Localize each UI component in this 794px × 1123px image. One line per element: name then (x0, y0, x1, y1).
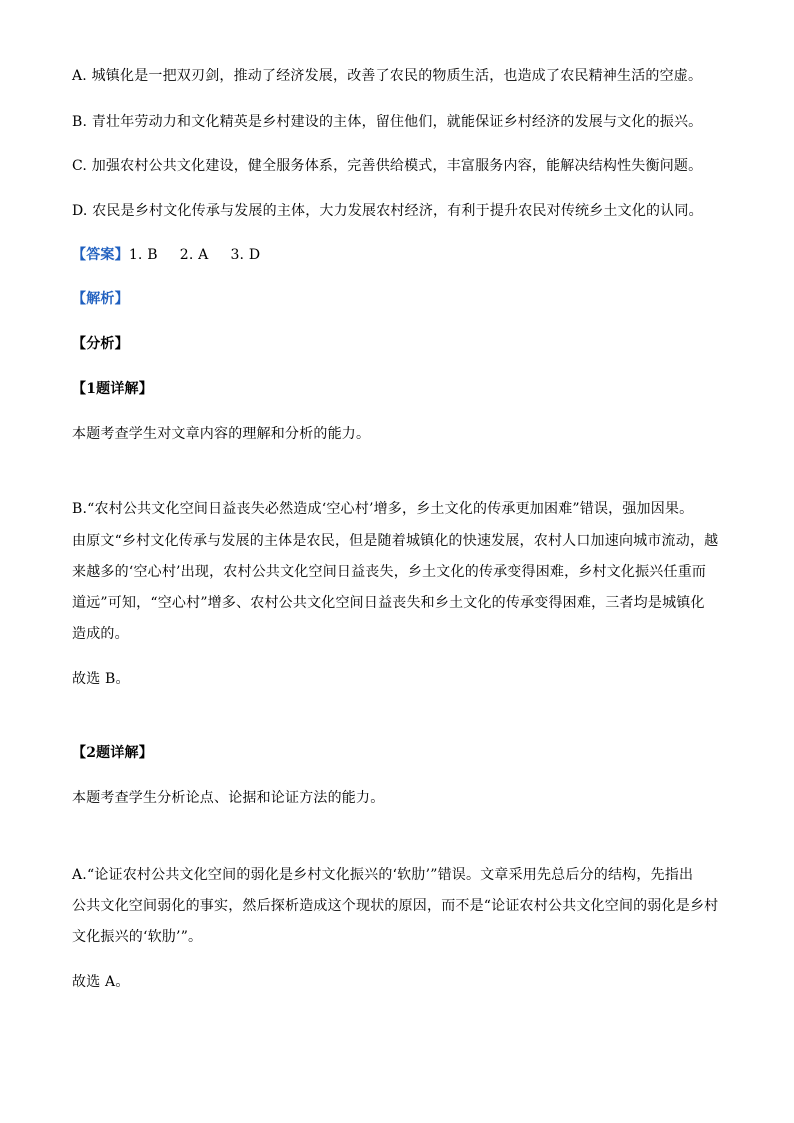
q2-body-line: 公共文化空间弱化的事实，然后探析造成这个现状的原因，而不是“论证农村公共文化空间的弱化是乡村 (72, 898, 719, 914)
answer-item-1: 1. B (128, 247, 158, 263)
q1-body-line: 道远”可知，“空心村”增多、农村公共文化空间日益丧失和乡土文化的传承变得困难，三者均是城镇化 (72, 595, 705, 611)
answer-item-2: 2. A (179, 247, 209, 263)
answer-line (72, 246, 260, 264)
q2-heading: 【2题详解】 (72, 745, 153, 761)
option-c: C. 加强农村公共文化建设，健全服务体系，完善供给模式，丰富服务内容，能解决结构性失衡问题。 (72, 158, 703, 174)
q1-body-line: 由原文“乡村文化传承与发展的主体是农民，但是随着城镇化的快速发展，农村人口加速向城市流动，越 (72, 533, 719, 549)
analysis-label: 【解析】 (72, 291, 129, 307)
option-b: B. 青壮年劳动力和文化精英是乡村建设的主体，留住他们，就能保证乡村经济的发展与文化的振兴。 (72, 114, 703, 130)
q1-heading: 【1题详解】 (72, 381, 153, 397)
option-a: A. 城镇化是一把双刃剑，推动了经济发展，改善了农民的物质生活，也造成了农民精神生活的空虚。 (72, 68, 703, 84)
q2-body-line: A.“论证农村公共文化空间的弱化是乡村文化振兴的‘软肋’”错误。文章采用先总后分的结构，先指出 (72, 867, 694, 883)
answer-label: 【答案】 (72, 247, 129, 263)
q1-body-line: 来越多的‘空心村’出现，农村公共文化空间日益丧失，乡土文化的传承变得困难，乡村文化振兴任重而 (72, 564, 707, 580)
q1-body-line: B.“农村公共文化空间日益丧失必然造成‘空心村’增多，乡土文化的传承更加困难”错误，强加因果。 (72, 501, 694, 517)
q2-body-line: 文化振兴的‘软肋’”。 (72, 929, 203, 945)
fenxi-label: 【分析】 (72, 336, 129, 352)
option-d: D. 农民是乡村文化传承与发展的主体，大力发展农村经济，有利于提升农民对传统乡土文化的认同。 (72, 203, 703, 219)
q1-body-line: 造成的。 (72, 626, 129, 642)
q1-conclusion: 故选 B。 (72, 671, 130, 687)
q1-intro: 本题考查学生对文章内容的理解和分析的能力。 (72, 426, 371, 442)
answer-item-3: 3. D (230, 247, 261, 263)
q2-conclusion: 故选 A。 (72, 974, 130, 990)
q2-intro: 本题考查学生分析论点、论据和论证方法的能力。 (72, 790, 385, 806)
